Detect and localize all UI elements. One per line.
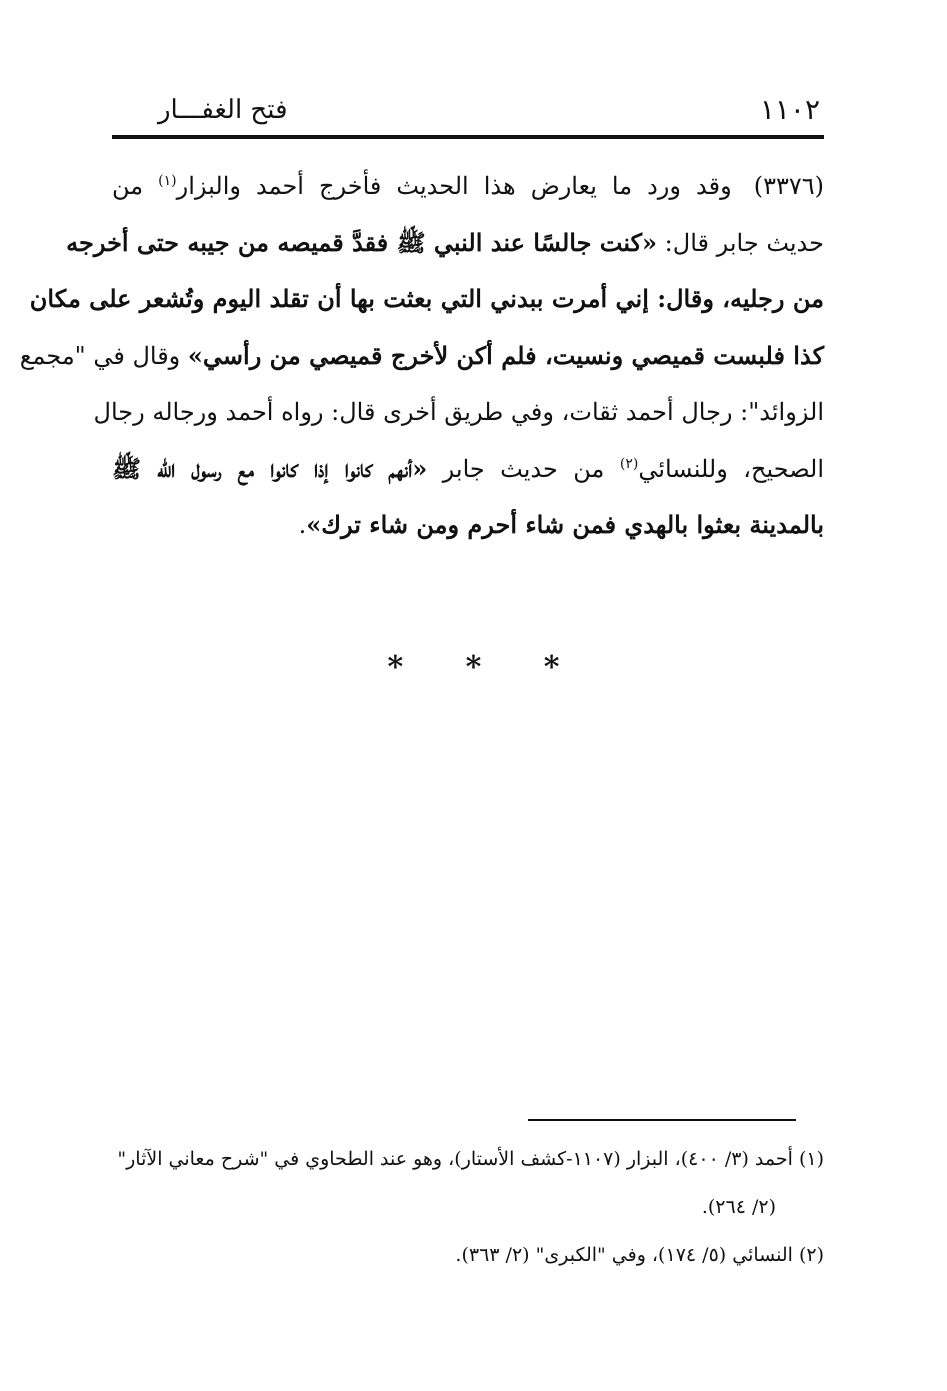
hadith-quote: من رجليه، وقال: إني أمرت ببدني التي بعثت بها أن تقلد اليوم وتُشعر على مكان (29, 284, 824, 313)
text-line-7: بالمدينة بعثوا بالهدي فمن شاء أحرم ومن شاء ترك». (298, 510, 824, 539)
footnote-1: (١) أحمد (٣/ ٤٠٠)، البزار (١١٠٧-كشف الأستار)، وهو عند الطحاوي في "شرح معاني الآثار" (117, 1148, 824, 1170)
asterisk-3: * (543, 650, 560, 685)
book-title: فتح الغفـــار (158, 95, 288, 125)
main-text (19, 158, 825, 554)
text-line-3 (29, 271, 824, 328)
hadith-number: (٣٣٧٦) (753, 172, 824, 200)
footnote-ref-1: (١) (158, 173, 177, 189)
asterisk-1: * (387, 650, 404, 685)
hadith-quote: كذا فلبست قميصي ونسيت، فلم أكن لأخرج قميصي من رأسي» (187, 340, 824, 370)
footnote-ref-2: (٢) (619, 455, 639, 472)
text-line-4: كذا فلبست قميصي ونسيت، فلم أكن لأخرج قميصي من رأسي» وقال في "مجمع (19, 340, 824, 370)
section-separator (0, 650, 947, 685)
footnotes (112, 1135, 824, 1279)
hadith-quote: بالمدينة بعثوا بالهدي فمن شاء أحرم ومن شاء ترك» (306, 510, 824, 539)
text-line-5: الزوائد": رجال أحمد ثقات، وفي طريق أخرى قال: رواه أحمد ورجاله رجال (93, 398, 824, 426)
page-header (112, 92, 824, 132)
text-line-6: الصحيح، وللنسائي$^{(٢)}$ من حديث جابر «أنهم كانوا إذا كانوا مع رسول الله ﷺ (112, 453, 825, 483)
text-line-1: (٣٣٧٦)وقد ورد ما يعارض هذا الحديث فأخرج أحمد والبزار$^{(١)}$ من (112, 172, 824, 200)
footnote-rule (528, 1119, 796, 1121)
footnote-1-continuation: (٢/ ٢٦٤). (701, 1196, 776, 1218)
page-number: ١١٠٢ (759, 93, 820, 126)
hadith-quote: «كنت جالسًا عند النبي ﷺ فقدَّ قميصه من جيبه حتى أخرجه (66, 227, 658, 257)
hadith-quote: «أنهم كانوا إذا كانوا مع رسول الله ﷺ (112, 453, 428, 483)
footnote-2: (٢) النسائي (٥/ ١٧٤)، وفي "الكبرى" (٢/ ٣٦٣). (455, 1244, 824, 1266)
text-line-2: حديث جابر قال: «كنت جالسًا عند النبي ﷺ فقدَّ قميصه من جيبه حتى أخرجه (66, 227, 824, 257)
header-rule (112, 135, 824, 139)
asterisk-2: * (465, 650, 482, 685)
